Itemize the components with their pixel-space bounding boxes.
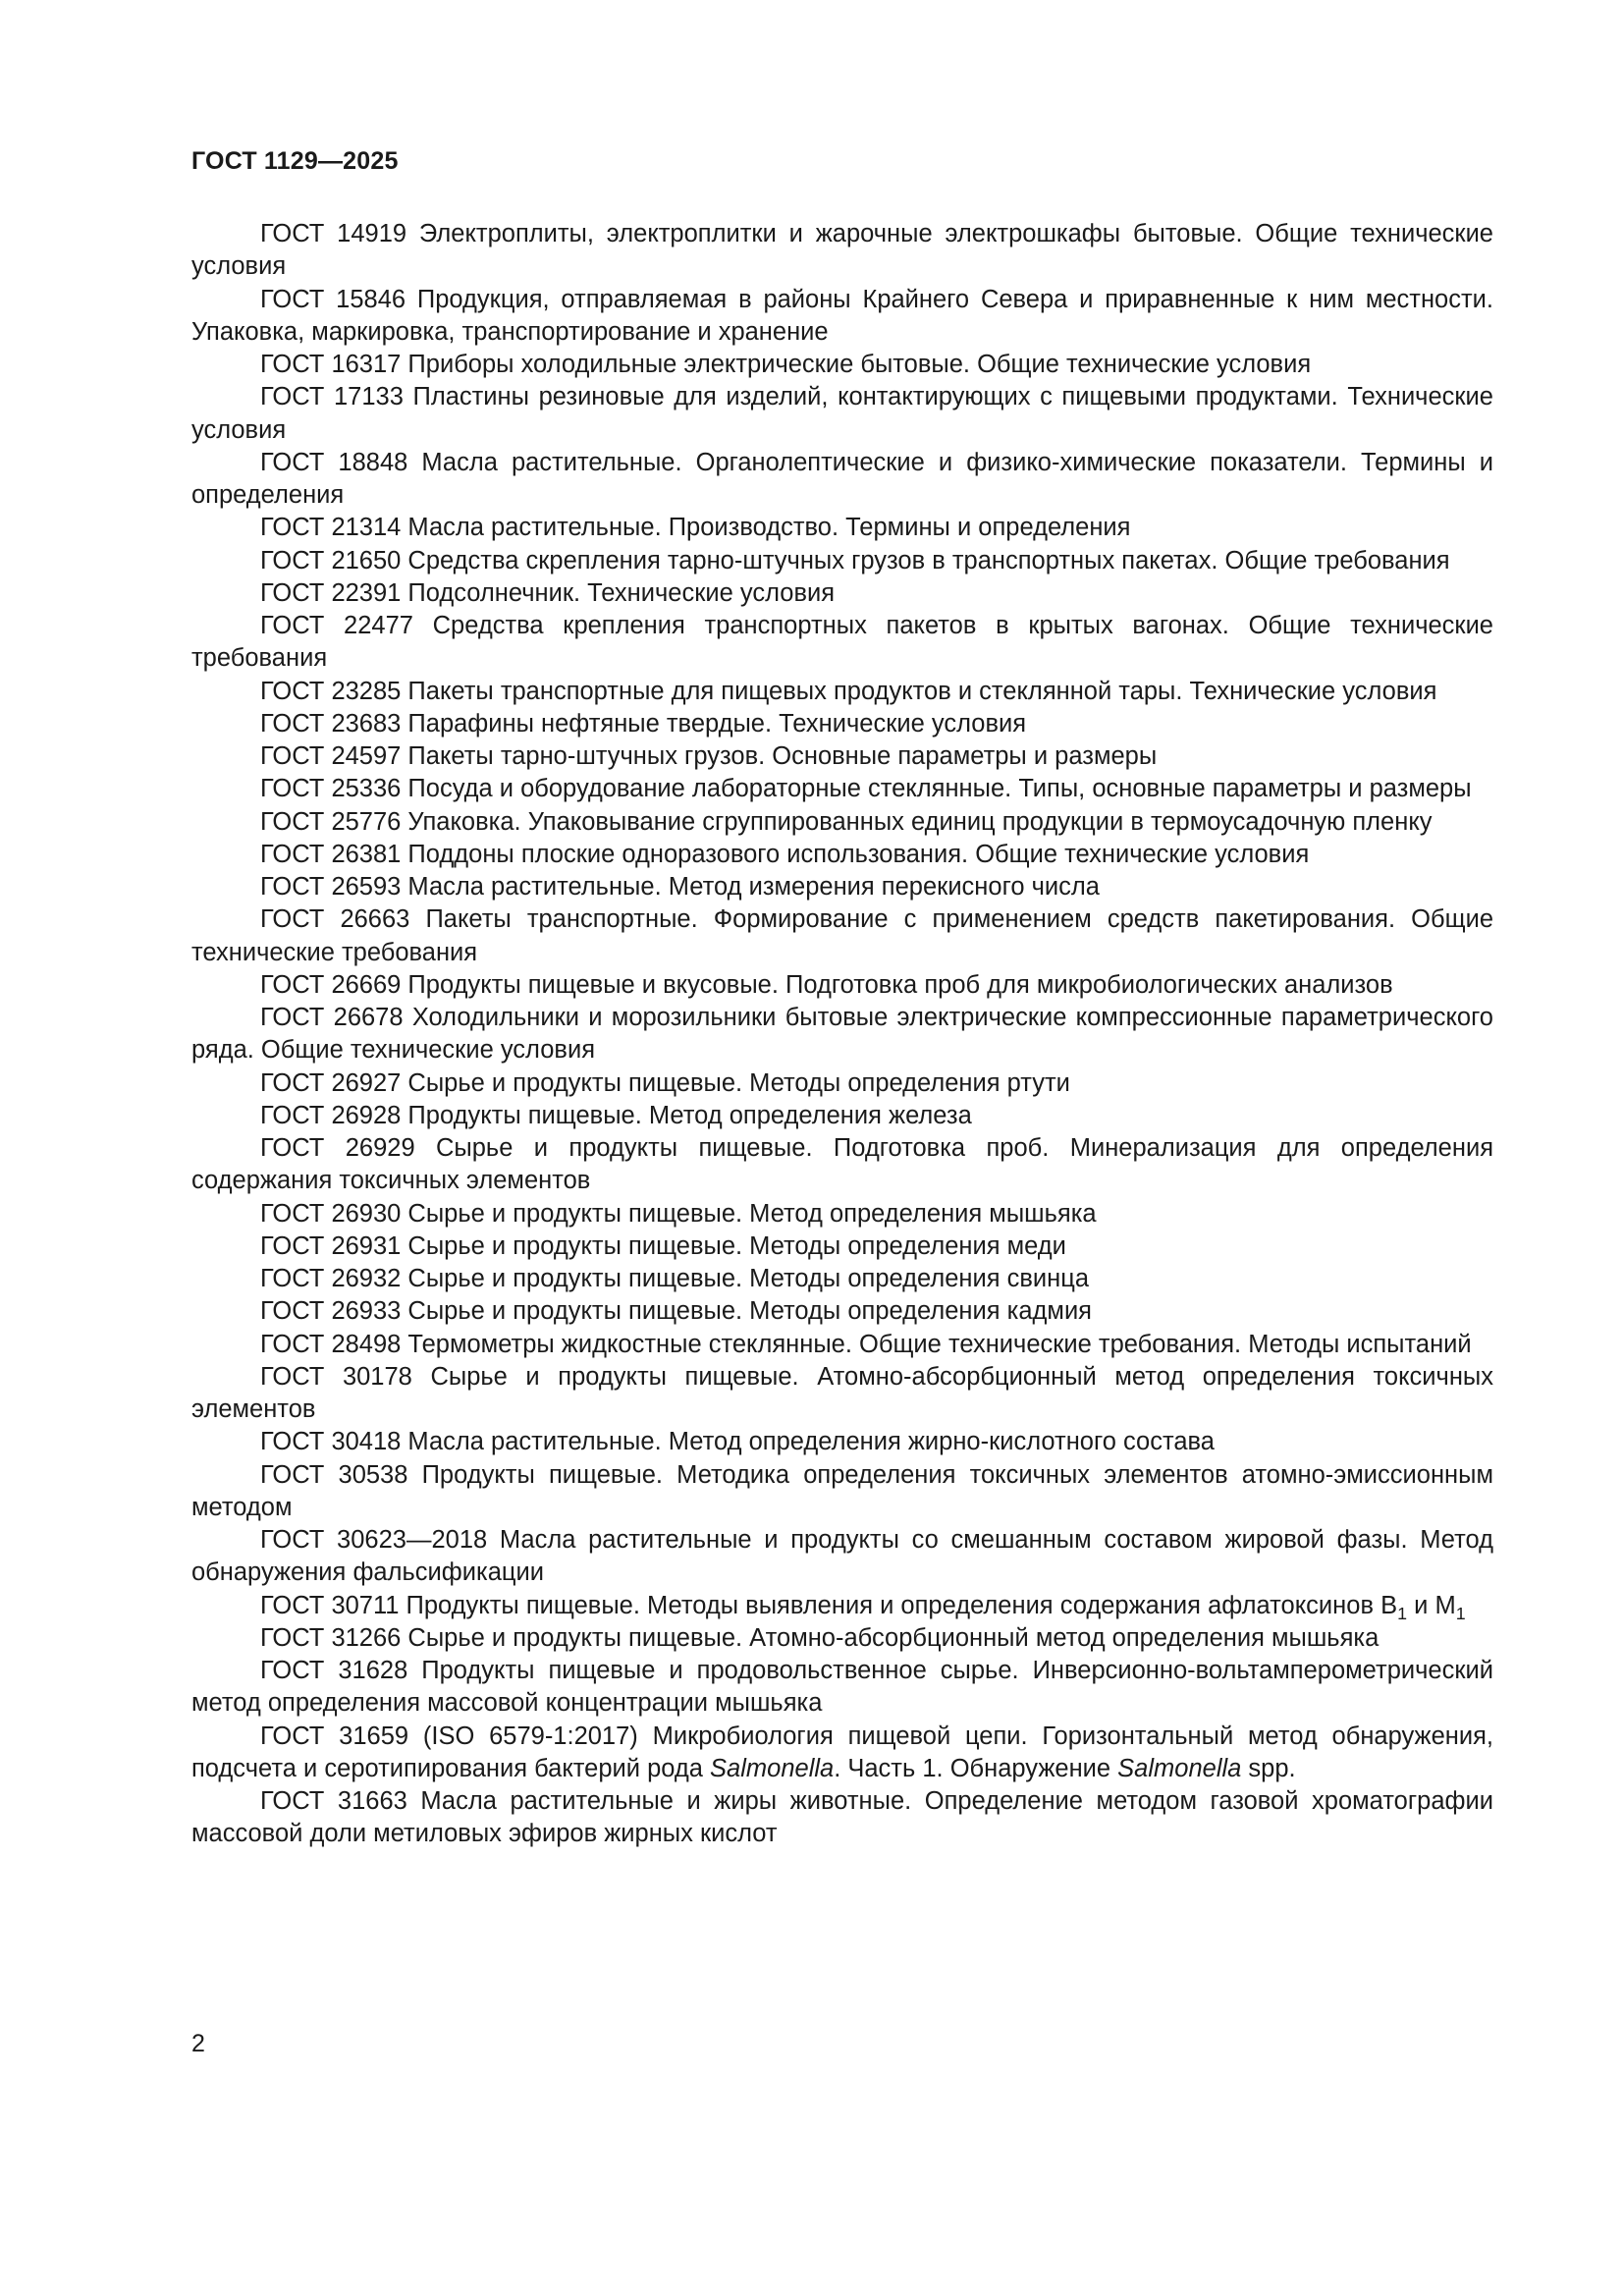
reference-item: ГОСТ 26931 Сырье и продукты пищевые. Методы определения меди bbox=[260, 1231, 1066, 1260]
reference-item: ГОСТ 26932 Сырье и продукты пищевые. Методы определения свинца bbox=[260, 1265, 1090, 1292]
reference-item: ГОСТ 31663 Масла растительные и жиры животные. Определение методом газовой хроматографии массовой доли метиловых эфиров жирных кислот bbox=[191, 1787, 1493, 1848]
reference-item: ГОСТ 26663 Пакеты транспортные. Формирование с применением средств пакетирования. Общие технические требования bbox=[191, 905, 1493, 966]
reference-text: ГОСТ 31659 (ISO 6579-1:2017) Микробиология пищевой цепи. Горизонтальный метод обнаружения, подсчета и серотипирования бактерий рода bbox=[191, 1722, 1493, 1782]
reference-item: ГОСТ 23285 Пакеты транспортные для пищевых продуктов и стеклянной тары. Технические условия bbox=[260, 677, 1437, 705]
reference-item: ГОСТ 22391 Подсолнечник. Технические условия bbox=[260, 578, 836, 607]
reference-item: ГОСТ 26593 Масла растительные. Метод измерения перекисного числа bbox=[260, 873, 1100, 901]
reference-item: ГОСТ 26930 Сырье и продукты пищевые. Метод определения мышьяка bbox=[260, 1199, 1097, 1228]
subscript: 1 bbox=[1397, 1603, 1408, 1623]
reference-item: ГОСТ 21314 Масла растительные. Производство. Термины и определения bbox=[260, 514, 1131, 542]
reference-text: ГОСТ 30711 Продукты пищевые. Методы выявления и определения содержания афлатоксинов В bbox=[260, 1591, 1398, 1619]
reference-item: ГОСТ 22477 Средства крепления транспортных пакетов в крытых вагонах. Общие технические требования bbox=[191, 612, 1493, 673]
reference-item: ГОСТ 18848 Масла растительные. Органолептические и физико-химические показатели. Термины и определения bbox=[191, 448, 1493, 509]
reference-item: ГОСТ 15846 Продукция, отправляемая в районы Крайнего Севера и приравненные к ним местности. Упаковка, маркировка, транспортирование и хранение bbox=[191, 285, 1493, 346]
document-header: ГОСТ 1129—2025 bbox=[191, 147, 399, 175]
reference-item: ГОСТ 31266 Сырье и продукты пищевые. Атомно-абсорбционный метод определения мышьяка bbox=[260, 1623, 1380, 1652]
reference-item: ГОСТ 26927 Сырье и продукты пищевые. Методы определения ртути bbox=[260, 1068, 1070, 1097]
normative-references-list bbox=[191, 218, 1493, 1851]
reference-item: ГОСТ 30538 Продукты пищевые. Методика определения токсичных элементов атомно-эмиссионным методом bbox=[191, 1460, 1493, 1521]
reference-item: ГОСТ 23683 Парафины нефтяные твердые. Технические условия bbox=[260, 709, 1027, 738]
reference-item: ГОСТ 31628 Продукты пищевые и продовольственное сырье. Инверсионно-вольтамперометрический метод определения массовой концентрации мышьяка bbox=[191, 1657, 1493, 1718]
genus-name: Salmonella bbox=[710, 1754, 835, 1782]
reference-item: ГОСТ 26381 Поддоны плоские одноразового использования. Общие технические условия bbox=[260, 840, 1310, 868]
reference-item: ГОСТ 25776 Упаковка. Упаковывание сгруппированных единиц продукции в термоусадочную пленку bbox=[260, 807, 1433, 836]
reference-item-30711 bbox=[191, 1590, 1493, 1622]
reference-item: ГОСТ 26678 Холодильники и морозильники бытовые электрические компрессионные параметрического ряда. Общие технические условия bbox=[191, 1004, 1493, 1065]
reference-text: и М bbox=[1407, 1591, 1456, 1619]
reference-item: ГОСТ 30418 Масла растительные. Метод определения жирно-кислотного состава bbox=[260, 1428, 1215, 1456]
page-number: 2 bbox=[191, 2030, 205, 2057]
reference-text: . Часть 1. Обнаружение bbox=[834, 1754, 1118, 1782]
genus-name: Salmonella bbox=[1117, 1754, 1242, 1782]
reference-item: ГОСТ 26929 Сырье и продукты пищевые. Подготовка проб. Минерализация для определения содержания токсичных элементов bbox=[191, 1134, 1493, 1195]
reference-item: ГОСТ 30623—2018 Масла растительные и продукты со смешанным составом жировой фазы. Метод обнаружения фальсификации bbox=[191, 1526, 1493, 1587]
reference-item: ГОСТ 21650 Средства скрепления тарно-штучных грузов в транспортных пакетах. Общие требования bbox=[260, 546, 1450, 574]
reference-item: ГОСТ 26928 Продукты пищевые. Метод определения железа bbox=[260, 1101, 972, 1129]
reference-item: ГОСТ 17133 Пластины резиновые для изделий, контактирующих с пищевыми продуктами. Технические условия bbox=[191, 383, 1493, 444]
reference-item: ГОСТ 30178 Сырье и продукты пищевые. Атомно-абсорбционный метод определения токсичных элементов bbox=[191, 1362, 1493, 1423]
reference-item: ГОСТ 14919 Электроплиты, электроплитки и жарочные электрошкафы бытовые. Общие технические условия bbox=[191, 220, 1493, 281]
reference-item-31659 bbox=[191, 1721, 1493, 1786]
reference-item: ГОСТ 26933 Сырье и продукты пищевые. Методы определения кадмия bbox=[260, 1297, 1092, 1326]
reference-item: ГОСТ 28498 Термометры жидкостные стеклянные. Общие технические требования. Методы испытаний bbox=[260, 1330, 1472, 1358]
reference-item: ГОСТ 16317 Приборы холодильные электрические бытовые. Общие технические условия bbox=[260, 351, 1312, 378]
reference-item: ГОСТ 24597 Пакеты тарно-штучных грузов. Основные параметры и размеры bbox=[260, 742, 1158, 770]
reference-item: ГОСТ 26669 Продукты пищевые и вкусовые. Подготовка проб для микробиологических анализов bbox=[260, 970, 1393, 999]
subscript: 1 bbox=[1455, 1603, 1466, 1623]
reference-item: ГОСТ 25336 Посуда и оборудование лабораторные стеклянные. Типы, основные параметры и размеры bbox=[260, 775, 1472, 803]
reference-text: spp. bbox=[1241, 1754, 1296, 1782]
